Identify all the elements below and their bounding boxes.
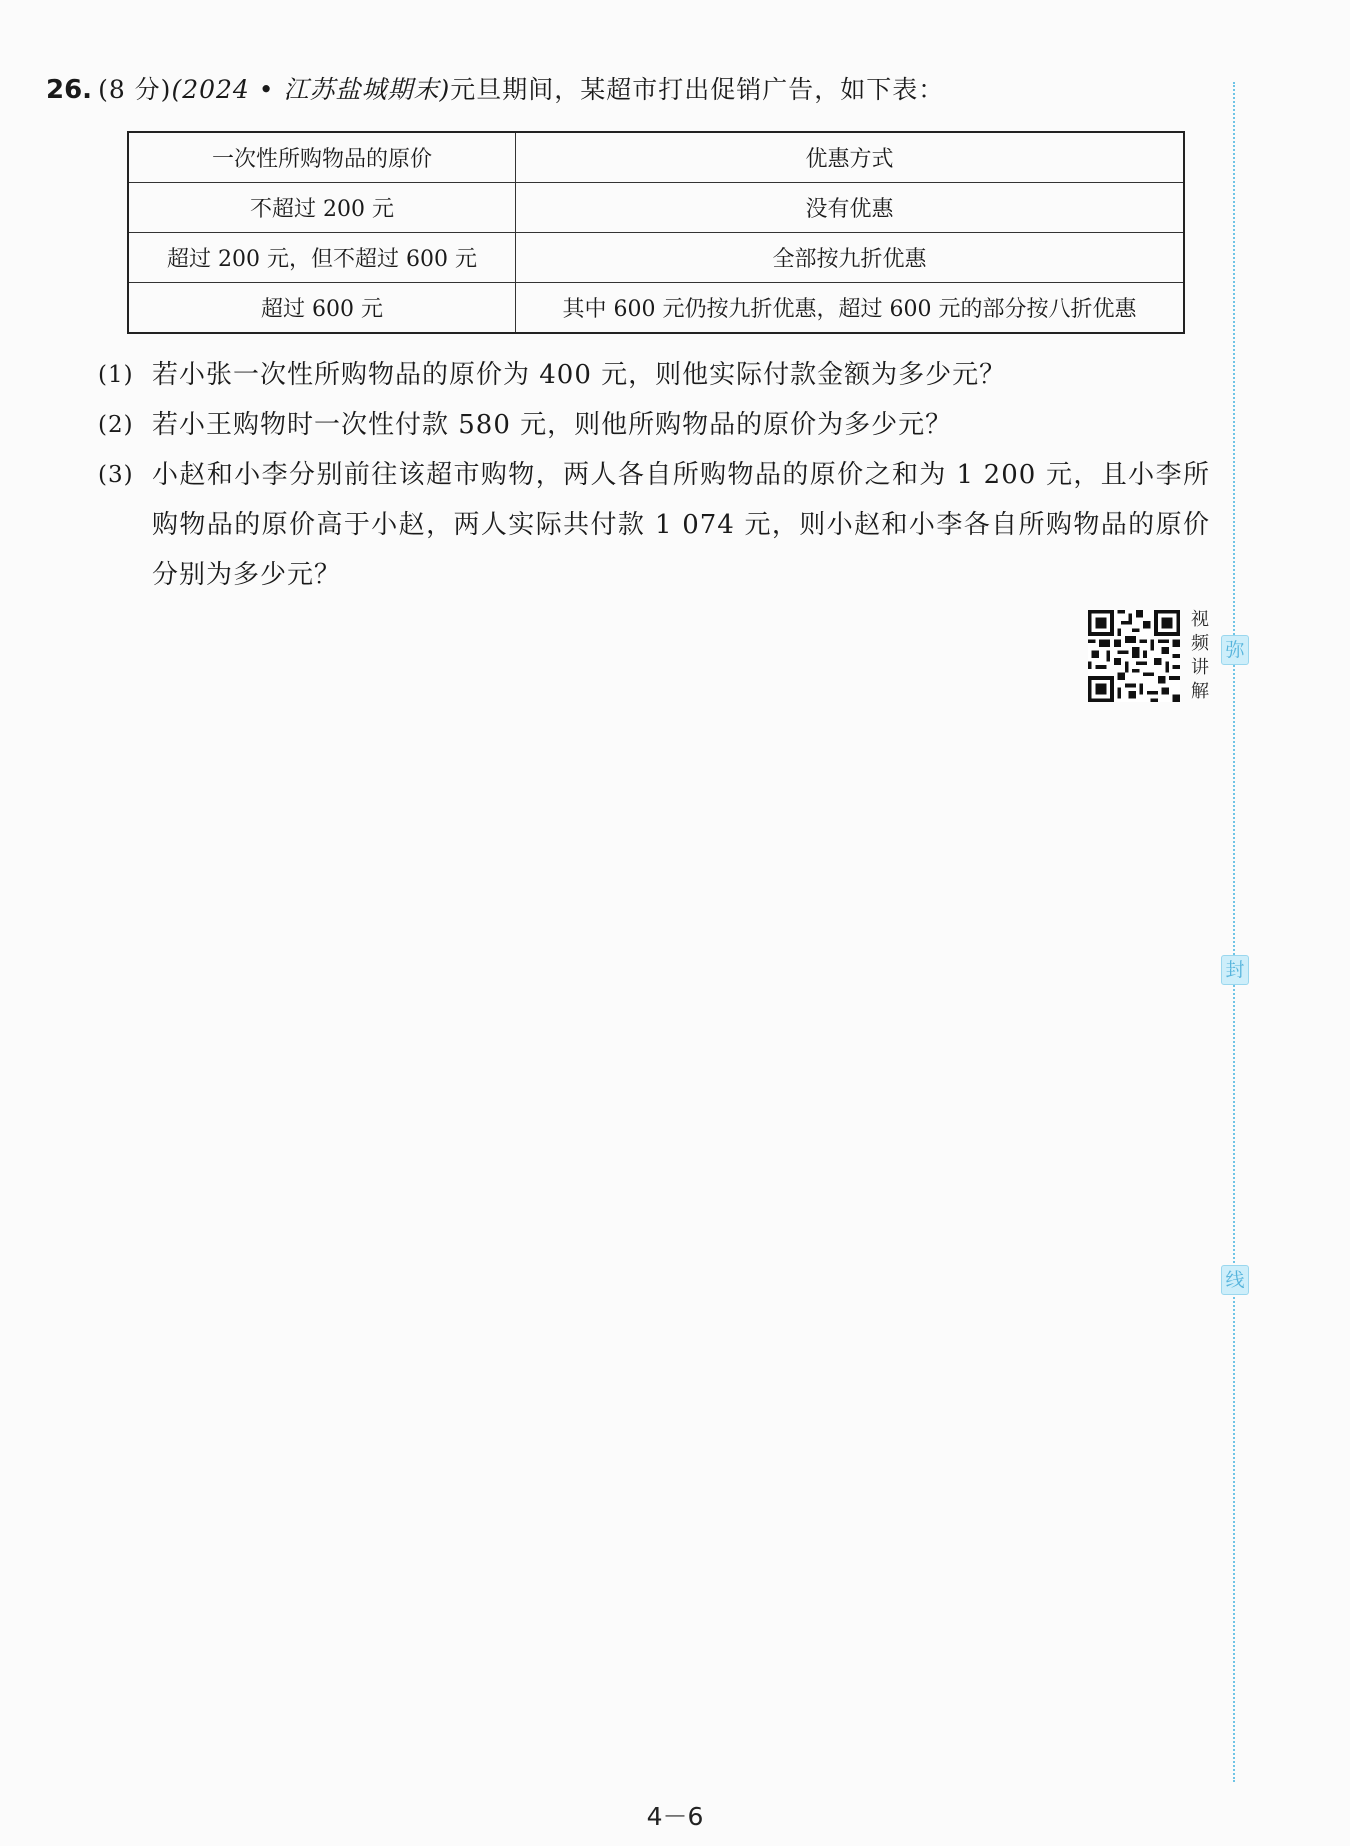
question-number: (2): [98, 412, 134, 438]
question-text: 若小王购物时一次性付款 580 元，则他所购物品的原价为多少元？: [152, 410, 953, 440]
table-header-cell: 优惠方式: [516, 132, 1185, 183]
table-row: [128, 183, 1184, 233]
question-3: [98, 450, 1210, 600]
table-cell: 没有优惠: [516, 183, 1185, 233]
binding-mark-seal: 弥: [1221, 635, 1249, 665]
question-1: [98, 350, 1210, 400]
question-number: (1): [98, 362, 134, 388]
qr-label-char: 视: [1191, 609, 1209, 630]
qr-label-char: 解: [1191, 681, 1209, 702]
qr-label-char: 频: [1191, 633, 1209, 654]
table-cell: 全部按九折优惠: [516, 233, 1185, 283]
binding-mark-line: 线: [1221, 1265, 1249, 1295]
table-row: [128, 283, 1184, 334]
question-list: [98, 350, 1210, 600]
table-row: [128, 233, 1184, 283]
binding-dotted-line: [1233, 82, 1235, 1782]
problem-points: (8 分): [98, 75, 172, 104]
table-header-cell: 一次性所购物品的原价: [128, 132, 516, 183]
table-cell: 其中 600 元仍按九折优惠，超过 600 元的部分按八折优惠: [516, 283, 1185, 334]
question-text: 小赵和小李分别前往该超市购物，两人各自所购物品的原价之和为 1 200 元，且小李所购物品的原价高于小赵，两人实际共付款 1 074 元，则小赵和小李各自所购物品的原价分别为多少元？: [152, 460, 1210, 590]
page-number: 4－6: [646, 1802, 704, 1831]
question-2: [98, 400, 1210, 450]
qr-label-char: 讲: [1191, 657, 1209, 678]
problem-block: [46, 72, 1226, 108]
binding-mark-seal: 封: [1221, 955, 1249, 985]
qr-label: [1188, 608, 1212, 704]
question-number: (3): [98, 462, 134, 488]
table-cell: 超过 600 元: [128, 283, 516, 334]
table-cell: 不超过 200 元: [128, 183, 516, 233]
problem-number: 26.: [46, 75, 93, 105]
table-cell: 超过 200 元，但不超过 600 元: [128, 233, 516, 283]
problem-header: [46, 72, 1226, 108]
promotion-table: [127, 131, 1185, 334]
table-header-row: [128, 132, 1184, 183]
qr-code-icon[interactable]: [1088, 610, 1180, 702]
problem-stem: 元旦期间，某超市打出促销广告，如下表：: [450, 75, 945, 104]
question-text: 若小张一次性所购物品的原价为 400 元，则他实际付款金额为多少元？: [152, 360, 1007, 390]
problem-source: (2024 • 江苏盐城期末): [171, 75, 451, 104]
